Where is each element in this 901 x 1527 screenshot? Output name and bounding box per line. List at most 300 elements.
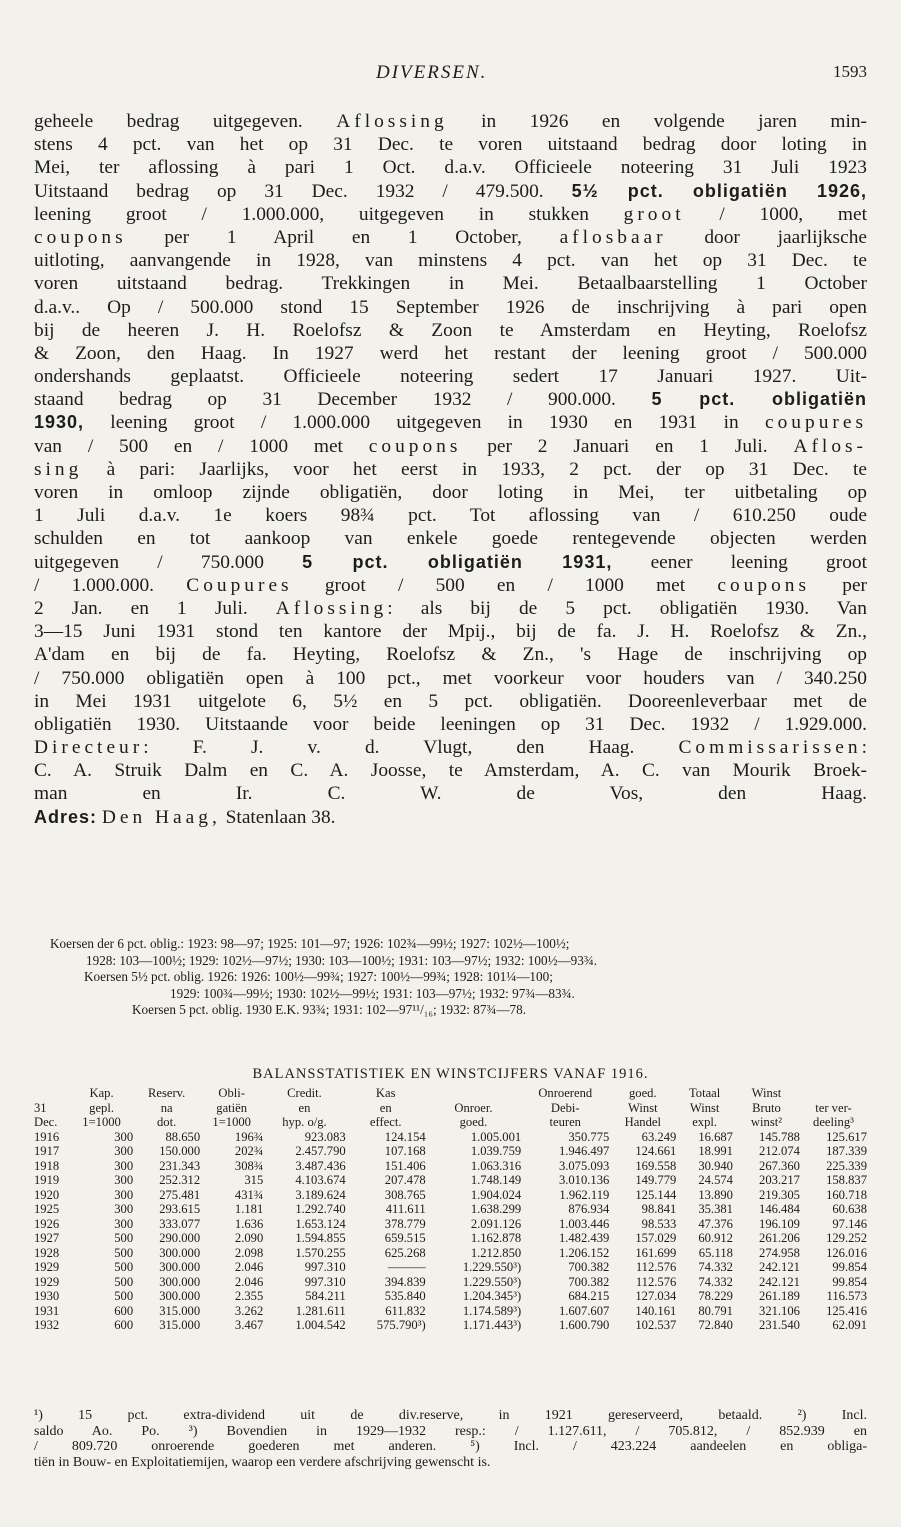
text-segment: 5 pct. obligatiën 1931, [302, 551, 613, 572]
table-cell: 3.262 [234, 1303, 264, 1318]
table-cell: 212.074 [759, 1144, 800, 1158]
table-cell: 252.312 [159, 1173, 201, 1187]
table-header-cell: 1=1000 [82, 1115, 121, 1129]
table-cell: 150.000 [159, 1144, 201, 1158]
table-cell: 231.343 [159, 1158, 201, 1173]
table-cell: 88.650 [165, 1129, 201, 1144]
table-cell: 876.934 [568, 1202, 610, 1216]
text-line [34, 782, 867, 805]
table-cell: 500 [114, 1289, 134, 1303]
table-cell: 1.946.497 [558, 1144, 610, 1158]
table-header-cell: winst² [750, 1115, 782, 1129]
table-cell: 231.540 [759, 1318, 800, 1332]
text-segment: Mei, ter aflossing à pari 1 Oct. d.a.v. Officieele noteering 31 Juli 1923 [34, 157, 867, 179]
text-line [34, 180, 867, 203]
text-line [34, 759, 867, 782]
text-segment: uitloting, aanvangende in 1928, van minstens 4 pct. van het op 31 Dec. te [34, 250, 867, 272]
koersen-line: 1929: 100¾—99½; 1930: 102½—99½; 1931: 103—97½; 1932: 97¾—83¾. [170, 985, 575, 1001]
table-cell: 74.332 [698, 1260, 733, 1274]
text-segment: & Zoon, den Haag. In 1927 werd het restant der leening groot / 500.000 [34, 342, 867, 364]
table-cell: 207.478 [384, 1173, 426, 1187]
table-header-cell: goed. [628, 1086, 657, 1100]
text-segment: in 1926 en volgende jaren min- [447, 111, 867, 132]
table-row [34, 1188, 867, 1203]
table-cell: 275.481 [159, 1187, 201, 1202]
table-cell: 1.962.119 [559, 1187, 610, 1202]
table-cell: 1.212.850 [470, 1245, 522, 1260]
table-cell: 2.091.126 [470, 1216, 522, 1231]
table-header-cell [426, 1086, 521, 1101]
table-cell: 300 [114, 1144, 134, 1158]
table-cell: 125.416 [826, 1303, 867, 1318]
text-line [34, 736, 867, 759]
table-cell: 65.118 [698, 1245, 733, 1260]
text-segment: Aflos- [793, 435, 868, 457]
table-cell: 149.779 [635, 1173, 677, 1187]
table-cell: 1926 [34, 1216, 60, 1231]
text-segment: in Mei 1931 uitgelote 6, 5½ en 5 pct. obligatiën. Dooreenleverbaar met de [34, 690, 867, 712]
table-cell: 99.854 [832, 1274, 867, 1289]
text-line [34, 527, 867, 550]
table-header-cell: Winst [689, 1100, 720, 1115]
text-segment: 1 Juli d.a.v. 1e koers 98¾ pct. Tot aflossing van / 610.250 oude [34, 505, 867, 527]
table-cell: 267.360 [759, 1158, 800, 1173]
table-cell: 300.000 [159, 1260, 201, 1274]
table-row [34, 1275, 867, 1290]
text-segment: obligatiën 1930. Uitstaande voor beide leeningen op 31 Dec. 1932 / 1.929.000. [34, 713, 867, 735]
table-header-cell: dot. [157, 1115, 177, 1129]
text-segment: / 750.000 obligatiën open à 100 pct., met voorkeur voor houders van / 340.250 [34, 667, 867, 689]
table-cell: 411.611 [385, 1202, 426, 1216]
table-body [34, 1130, 867, 1333]
table-cell: 659.515 [384, 1231, 426, 1245]
table-header-cell: Dec. [34, 1115, 58, 1129]
table-header-cell: expl. [692, 1115, 718, 1129]
table-header-cell: Winst [628, 1100, 658, 1115]
body-paragraph [34, 110, 867, 829]
page-number: 1593 [833, 62, 867, 81]
table-header-cell: Credit. [287, 1086, 322, 1100]
table-cell: 1930 [34, 1289, 60, 1303]
text-segment: uitgegeven / 750.000 [34, 551, 303, 573]
table-header-cell: gatiën [216, 1100, 248, 1115]
table-cell: 315.000 [159, 1318, 201, 1332]
table-cell: 350.775 [568, 1129, 610, 1144]
table-cell: 333.077 [159, 1216, 201, 1231]
text-segment: Aflossing [275, 597, 388, 619]
table-row [34, 1246, 867, 1261]
table-cell: 500 [114, 1260, 134, 1274]
table-cell: 1.482.439 [558, 1231, 610, 1245]
table-cell: 107.168 [384, 1144, 426, 1158]
table-cell: 140.161 [635, 1303, 677, 1318]
table-cell: 1925 [34, 1202, 60, 1216]
table-cell: 321.106 [759, 1303, 800, 1318]
text-segment: : F. J. v. d. Vlugt, den Haag. [143, 737, 679, 759]
text-segment: Den Haag, [101, 806, 221, 828]
table-cell: 112.576 [635, 1274, 677, 1289]
text-line [34, 458, 867, 481]
table-cell: 1.174.589³) [462, 1303, 522, 1318]
table-cell: 151.406 [384, 1158, 426, 1173]
table-cell: 124.154 [384, 1129, 426, 1144]
table-cell: 261.189 [759, 1289, 800, 1303]
table-cell: 394.839 [384, 1274, 426, 1289]
text-segment: 2 Jan. en 1 Juli. [34, 597, 276, 619]
table-cell: 431¾ [234, 1187, 264, 1202]
table-header-row [34, 1115, 867, 1130]
table-cell: 169.558 [635, 1158, 677, 1173]
table-header-cell: Handel [624, 1115, 661, 1129]
table-header-cell: hyp. o/g. [282, 1115, 327, 1129]
table-cell: 315.000 [159, 1303, 201, 1318]
table-cell: 60.912 [698, 1231, 733, 1245]
footnote-line: tiën in Bouw- en Exploitatiemijen, waarop een verdere afschrijving gewenscht is. [34, 1454, 491, 1470]
table-cell: 1.653.124 [295, 1216, 346, 1231]
text-segment: Directeur [34, 737, 144, 759]
table-header-cell: Onroer. [454, 1100, 493, 1115]
table-cell: 3.075.093 [558, 1158, 610, 1173]
text-segment: / 1000, met [684, 203, 867, 225]
text-segment: coupons [717, 574, 811, 596]
table-cell: 99.854 [832, 1260, 867, 1274]
table-cell: 196.109 [759, 1216, 800, 1231]
text-segment: ondershands geplaatst. Officieele noteering sedert 17 Januari 1927. Uit- [34, 366, 867, 388]
table-cell: 274.958 [759, 1245, 800, 1260]
table-cell: 1.003.446 [558, 1216, 610, 1231]
text-segment: door jaarlijksche [666, 226, 867, 248]
table-cell: 30.940 [698, 1158, 733, 1173]
table-row [34, 1173, 867, 1188]
text-segment: coupons [34, 226, 127, 248]
table-row [34, 1202, 867, 1217]
table-header-cell: Reserv. [147, 1086, 186, 1100]
text-segment: 3—15 Juni 1931 stond ten kantore der Mpij., bij de fa. J. H. Roelofsz & Zn., [34, 621, 867, 643]
table-header-cell: Bruto [752, 1100, 781, 1115]
table-row [34, 1231, 867, 1246]
text-segment: coupures [765, 412, 867, 434]
table-cell: 500 [114, 1245, 134, 1260]
table-cell: 1.600.790 [558, 1318, 610, 1332]
text-line [34, 110, 867, 133]
text-line [34, 806, 867, 829]
table-cell: 1.607.607 [558, 1303, 610, 1318]
text-segment: aflosbaar [559, 226, 667, 248]
table-cell: 500 [114, 1231, 134, 1245]
text-segment: : [861, 737, 867, 759]
table-cell: 1929 [34, 1260, 60, 1274]
text-segment: geheele bedrag uitgegeven. [34, 111, 337, 132]
table-cell: 126.016 [826, 1245, 867, 1260]
table-row [34, 1289, 867, 1304]
text-segment: voren in omloop zijnde obligatiën, door loting in Mei, ter uitbetaling op [34, 482, 867, 503]
table-cell: 72.840 [698, 1318, 733, 1332]
table-cell: 97.146 [832, 1216, 867, 1231]
text-line [34, 574, 867, 597]
table-cell: 625.268 [384, 1245, 426, 1260]
table-cell: 1.281.611 [295, 1303, 346, 1318]
table-cell: 3.010.136 [558, 1173, 610, 1187]
text-segment: C. A. Struik Dalm en C. A. Joosse, te Amsterdam, A. C. van Mourik Broek- [34, 760, 867, 782]
text-segment: Uitstaand bedrag op 31 Dec. 1932 / 479.500. [34, 180, 572, 202]
table-cell: 146.484 [759, 1202, 800, 1216]
table-cell: 300 [114, 1158, 134, 1173]
text-segment: / 1.000.000. [34, 574, 187, 596]
table-cell: 293.615 [159, 1202, 201, 1216]
table-cell: 35.381 [698, 1202, 733, 1216]
table-cell: 1.206.152 [558, 1245, 610, 1260]
table-cell: 1916 [34, 1129, 60, 1144]
text-segment: eener leening groot [612, 551, 867, 573]
text-line [34, 319, 867, 342]
table-cell: 116.573 [826, 1289, 867, 1303]
table-cell: 300 [114, 1202, 134, 1216]
table-header-cell: Debi- [550, 1100, 580, 1115]
table-row [34, 1144, 867, 1159]
table-cell: 63.249 [641, 1129, 677, 1144]
text-segment: 5 pct. obligatiën [651, 389, 867, 410]
table-cell: 1.636 [234, 1216, 264, 1231]
table-cell: 129.252 [826, 1231, 867, 1245]
table-cell: 24.574 [698, 1173, 733, 1187]
text-segment: leening groot / 1.000.000, uitgegeven in stukken [34, 203, 624, 225]
table-header-cell: 1=1000 [212, 1115, 251, 1129]
table-cell: 125.617 [826, 1129, 867, 1144]
table-header-cell: ter ver- [815, 1100, 852, 1115]
text-line [34, 504, 867, 527]
table-cell: 308¾ [234, 1158, 264, 1173]
text-segment: sing [34, 458, 83, 480]
table-cell: 1920 [34, 1187, 60, 1202]
table-cell: 1.162.878 [470, 1231, 522, 1245]
koersen-line: Koersen 5½ pct. oblig. 1926: 1926: 100½—99¾; 1927: 100½—99¾; 1928: 101¼—100; [84, 969, 553, 984]
table-cell: 923.083 [304, 1129, 346, 1144]
koersen-line: 1928: 103—100½; 1929: 102½—97½; 1930: 103—100½; 1931: 103—97½; 1932: 100½—93¾. [86, 952, 598, 968]
table-cell: 1.039.759 [470, 1144, 522, 1158]
table-cell: 290.000 [159, 1231, 201, 1245]
table-cell: 315 [244, 1173, 264, 1187]
text-segment: A'dam en bij de fa. Heyting, Roelofsz & Zn., 's Hage de inschrijving op [34, 644, 867, 666]
table-row [34, 1159, 867, 1174]
running-title: DIVERSEN. [376, 62, 488, 83]
table-cell: 161.699 [635, 1245, 677, 1260]
table-cell: 145.788 [759, 1129, 800, 1144]
table-cell: 300 [114, 1173, 134, 1187]
table-cell: 300.000 [159, 1274, 201, 1289]
text-segment: : als bij de 5 pct. obligatiën 1930. Van [387, 597, 867, 619]
text-line [34, 296, 867, 319]
table-header-cell: teuren [549, 1115, 581, 1129]
table-cell: 500 [114, 1274, 134, 1289]
table-cell: 2.098 [234, 1245, 264, 1260]
text-segment: man en Ir. C. W. de Vos, den Haag. [34, 783, 867, 805]
table-header-row [34, 1086, 867, 1101]
text-line [34, 133, 867, 156]
table-header-cell: Kap. [89, 1086, 114, 1100]
text-segment: bij de heeren J. H. Roelofsz & Zoon te Amsterdam en Heyting, Roelofsz [34, 319, 867, 341]
table-header-cell: Totaal [688, 1086, 721, 1100]
table-cell: 684.215 [568, 1289, 610, 1303]
table-cell: 242.121 [759, 1260, 800, 1274]
table-cell: 160.718 [826, 1187, 867, 1202]
table-cell: 98.841 [641, 1202, 677, 1216]
table-cell: 196¾ [234, 1129, 264, 1144]
table-cell: 611.832 [385, 1303, 426, 1318]
table-header-cell: gepl. [89, 1100, 114, 1115]
footnote-line: / 809.720 onroerende goederen met anderen. ⁵) Incl. / 423.224 aandeelen en obliga- [34, 1439, 867, 1454]
table-cell: 1917 [34, 1144, 60, 1158]
text-line [34, 690, 867, 713]
page-header [34, 62, 867, 86]
text-segment: van / 500 en / 1000 met [34, 435, 369, 457]
table-cell: 535.840 [384, 1289, 426, 1303]
text-segment: groot [623, 203, 685, 225]
table-cell: 16.687 [698, 1129, 733, 1144]
table-cell: 157.029 [635, 1231, 677, 1245]
text-line [34, 411, 867, 434]
table-cell: 1932 [34, 1318, 60, 1332]
text-line [34, 713, 867, 736]
balance-statistics-table [34, 1086, 867, 1333]
table-cell: 158.837 [826, 1173, 867, 1187]
text-segment: 5½ pct. obligatiën 1926, [571, 180, 868, 201]
text-segment: schulden en tot aankoop van enkele goede rentegevende objecten werden [34, 528, 867, 550]
table-cell: 1928 [34, 1245, 60, 1260]
table-header-cell: 31 [34, 1100, 47, 1115]
table-cell: 1.063.316 [470, 1158, 522, 1173]
table-cell: 102.537 [635, 1318, 677, 1332]
footnote-line: ¹) 15 pct. extra-dividend uit de div.reserve, in 1921 gereserveerd, betaald. ²) Incl. [34, 1408, 867, 1423]
table-cell: 187.339 [826, 1144, 867, 1158]
table-cell: 378.779 [384, 1216, 426, 1231]
table-cell: 112.576 [635, 1260, 677, 1274]
koersen-line: Koersen der 6 pct. oblig.: 1923: 98—97; 1925: 101—97; 1926: 102¾—99½; 1927: 102½—100½; [50, 936, 570, 951]
text-line [34, 226, 867, 249]
table-cell: 300 [114, 1129, 134, 1144]
table-row [34, 1318, 867, 1333]
text-segment: Adres: [34, 806, 98, 827]
table-cell: 1929 [34, 1274, 60, 1289]
table-cell: ——— [387, 1260, 426, 1274]
table-cell: 13.890 [698, 1187, 733, 1202]
table-cell: 300.000 [159, 1245, 201, 1260]
table-cell: 2.046 [234, 1274, 264, 1289]
table-header-cell: goed. [459, 1115, 488, 1129]
text-segment: d.a.v.. Op / 500.000 stond 15 September 1926 de inschrijving à pari open [34, 296, 867, 318]
table-cell: 80.791 [698, 1303, 733, 1318]
text-segment: groot / 500 en / 1000 met [292, 574, 718, 596]
table-row [34, 1304, 867, 1319]
table-cell: 997.310 [304, 1274, 346, 1289]
text-line [34, 481, 867, 504]
table-cell: 98.533 [641, 1216, 677, 1231]
table-cell: 1.904.024 [470, 1187, 522, 1202]
table-cell: 300 [114, 1187, 134, 1202]
table-header-cell: Kas [375, 1086, 396, 1100]
table-cell: 1931 [34, 1303, 60, 1318]
table-cell: 300 [114, 1216, 134, 1231]
footnote-line: saldo Ao. Po. ³) Bovendien in 1929—1932 resp.: / 1.127.611, / 705.812, / 852.939 en [34, 1423, 867, 1439]
table-cell: 18.991 [698, 1144, 733, 1158]
table-row [34, 1217, 867, 1232]
table-cell: 2.355 [234, 1289, 264, 1303]
table-cell: 2.090 [234, 1231, 264, 1245]
text-segment: per 1 April en 1 October, [126, 226, 560, 248]
text-line [34, 249, 867, 272]
table-cell: 74.332 [698, 1274, 733, 1289]
table-cell: 124.661 [635, 1144, 677, 1158]
text-segment: Aflossing [336, 111, 448, 132]
table-cell: 997.310 [304, 1260, 346, 1274]
table-cell: 127.034 [635, 1289, 677, 1303]
table-header-cell: Winst [751, 1086, 782, 1100]
table-cell: 1.005.001 [470, 1129, 522, 1144]
table-cell: 575.790³) [376, 1318, 426, 1332]
table-header-cell: Obli- [218, 1086, 245, 1100]
table-header-cell: na [160, 1100, 173, 1115]
table-header-cell [34, 1086, 70, 1101]
text-line [34, 597, 867, 620]
table-cell: 700.382 [568, 1274, 610, 1289]
table-header-cell: Onroerend [538, 1086, 593, 1100]
table-cell: 4.103.674 [295, 1173, 346, 1187]
koersen-line: Koersen 5 pct. oblig. 1930 E.K. 93¾; 1931: 102—97¹¹/₁₆; 1932: 87¾—78. [132, 1002, 527, 1017]
text-segment: Commissarissen [678, 737, 862, 759]
text-line [34, 365, 867, 388]
table-row [34, 1260, 867, 1275]
text-line [34, 156, 867, 179]
table-header [34, 1086, 867, 1130]
text-segment: per 2 Januari en 1 Juli. [461, 435, 794, 457]
text-segment: 1930, [34, 412, 85, 433]
text-segment: Statenlaan 38. [220, 806, 336, 828]
table-cell: 600 [114, 1303, 134, 1318]
text-line [34, 342, 867, 365]
table-cell: 1.004.542 [295, 1318, 346, 1332]
table-cell: 125.144 [635, 1187, 677, 1202]
table-cell: 225.339 [826, 1158, 867, 1173]
table-cell: 1.229.550³) [462, 1260, 522, 1274]
table-cell: 203.217 [759, 1173, 800, 1187]
table-cell: 300.000 [159, 1289, 201, 1303]
stat-table-title: BALANSSTATISTIEK EN WINSTCIJFERS VANAF 1916. [252, 1066, 649, 1082]
text-segment: coupons [368, 435, 462, 457]
table-cell: 600 [114, 1318, 134, 1332]
table-header-cell: en [298, 1100, 311, 1115]
table-header-cell: en [379, 1100, 392, 1115]
text-line [34, 272, 867, 295]
table-cell: 1.292.740 [295, 1202, 346, 1216]
text-line [34, 551, 867, 574]
table-header-row [34, 1101, 867, 1116]
footnotes [34, 1408, 867, 1470]
table-cell: 1.594.855 [295, 1231, 346, 1245]
text-segment: stens 4 pct. van het op 31 Dec. te voren uitstaand bedrag door loting in [34, 134, 867, 156]
table-header-cell: effect. [369, 1115, 402, 1129]
table-cell: 202¾ [234, 1144, 264, 1158]
text-segment: per [810, 574, 868, 596]
table-cell: 261.206 [759, 1231, 800, 1245]
text-segment: staand bedrag op 31 December 1932 / 900.000. [34, 389, 652, 411]
text-line [34, 435, 867, 458]
text-line [34, 643, 867, 666]
table-cell: 1919 [34, 1173, 60, 1187]
text-line [34, 388, 867, 411]
table-cell: 62.091 [832, 1318, 867, 1332]
table-cell: 3.487.436 [295, 1158, 346, 1173]
table-cell: 2.046 [234, 1260, 264, 1274]
koersen-block [34, 936, 867, 1019]
